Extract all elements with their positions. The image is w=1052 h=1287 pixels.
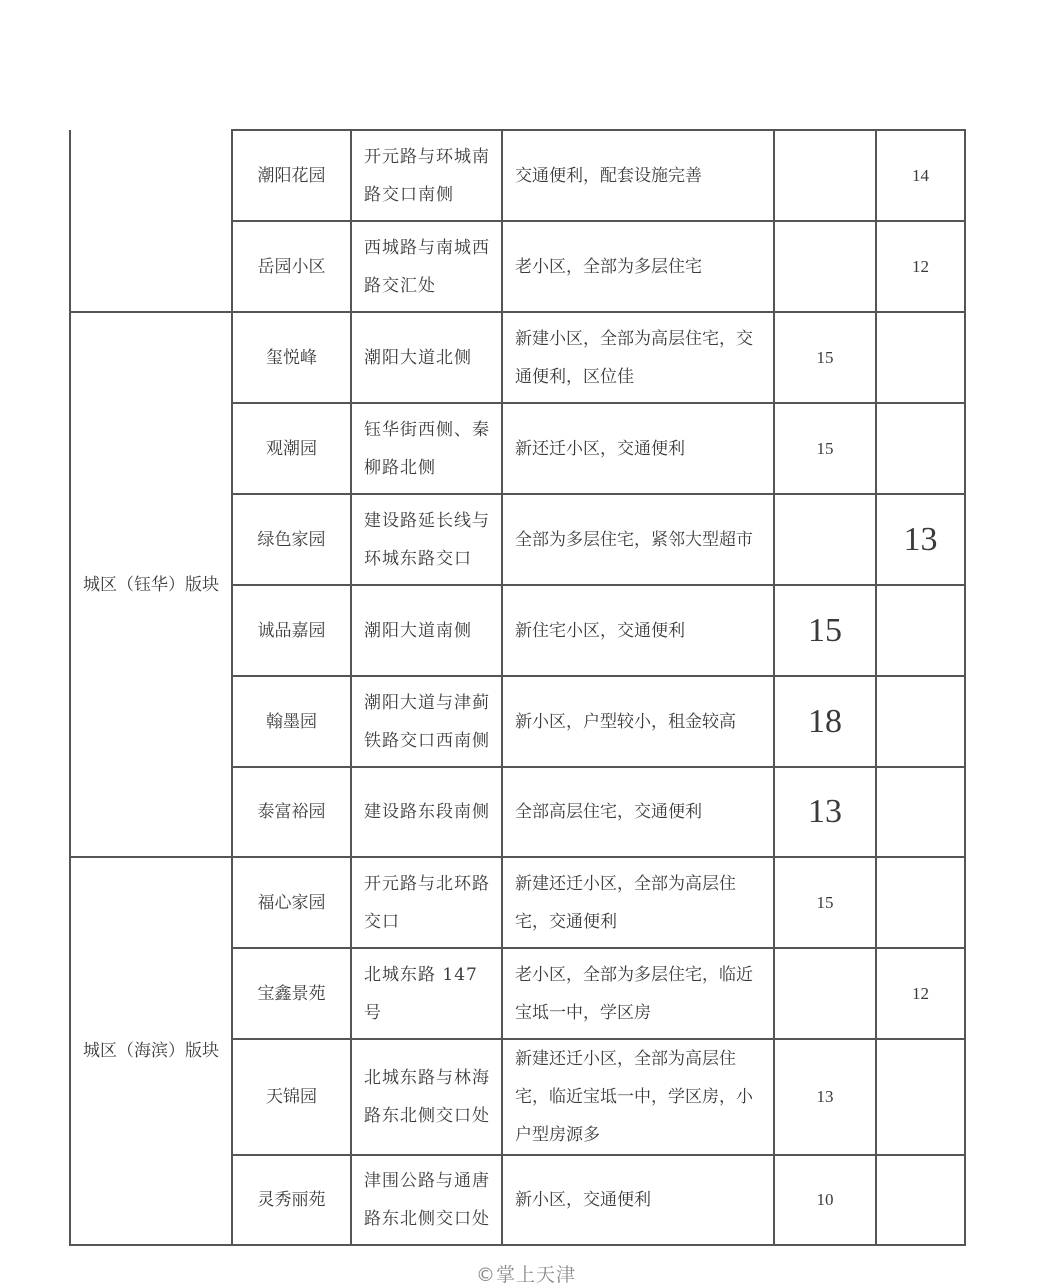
community-location: 开元路与北环路交口 (351, 857, 502, 948)
multi-storey-rent (876, 403, 965, 494)
high-rise-rent: 13 (774, 1039, 876, 1155)
community-location: 西城路与南城西路交汇处 (351, 221, 502, 312)
high-rise-rent: 15 (774, 857, 876, 948)
multi-storey-rent (876, 1039, 965, 1155)
community-description: 全部为多层住宅，紧邻大型超市 (502, 494, 774, 585)
community-name: 潮阳花园 (232, 130, 351, 221)
multi-storey-rent: 12 (876, 221, 965, 312)
community-location: 建设路延长线与环城东路交口 (351, 494, 502, 585)
community-location: 北城东路 147 号 (351, 948, 502, 1039)
multi-storey-rent: 14 (876, 130, 965, 221)
community-location: 钰华街西侧、秦柳路北侧 (351, 403, 502, 494)
community-description: 全部高层住宅，交通便利 (502, 767, 774, 857)
community-location: 潮阳大道南侧 (351, 585, 502, 676)
community-location: 开元路与环城南路交口南侧 (351, 130, 502, 221)
high-rise-rent (774, 130, 876, 221)
high-rise-rent: 15 (774, 585, 876, 676)
rent-table (69, 129, 966, 1246)
community-name: 绿色家园 (232, 494, 351, 585)
high-rise-rent: 15 (774, 312, 876, 403)
multi-storey-rent: 12 (876, 948, 965, 1039)
community-name: 玺悦峰 (232, 312, 351, 403)
community-location: 北城东路与林海路东北侧交口处 (351, 1039, 502, 1155)
community-name: 观潮园 (232, 403, 351, 494)
community-description: 新住宅小区，交通便利 (502, 585, 774, 676)
community-location: 潮阳大道北侧 (351, 312, 502, 403)
multi-storey-rent (876, 676, 965, 767)
community-name: 天锦园 (232, 1039, 351, 1155)
community-description: 交通便利，配套设施完善 (502, 130, 774, 221)
community-description: 新建还迁小区，全部为高层住宅，交通便利 (502, 857, 774, 948)
community-name: 宝鑫景苑 (232, 948, 351, 1039)
table-row (70, 312, 965, 403)
multi-storey-rent (876, 312, 965, 403)
watermark: ©掌上天津 (475, 1264, 576, 1286)
community-name: 岳园小区 (232, 221, 351, 312)
multi-storey-rent (876, 857, 965, 948)
block-cell: 城区（海滨）版块 (70, 857, 232, 1245)
community-name: 福心家园 (232, 857, 351, 948)
community-description: 新建小区，全部为高层住宅，交通便利，区位佳 (502, 312, 774, 403)
high-rise-rent: 10 (774, 1155, 876, 1245)
table-row (70, 130, 965, 221)
high-rise-rent (774, 494, 876, 585)
multi-storey-rent (876, 767, 965, 857)
community-description: 老小区，全部为多层住宅，临近宝坻一中，学区房 (502, 948, 774, 1039)
high-rise-rent: 13 (774, 767, 876, 857)
block-cell (70, 130, 232, 312)
community-name: 泰富裕园 (232, 767, 351, 857)
multi-storey-rent: 13 (876, 494, 965, 585)
high-rise-rent (774, 221, 876, 312)
multi-storey-rent (876, 1155, 965, 1245)
community-description: 新小区，户型较小，租金较高 (502, 676, 774, 767)
community-name: 灵秀丽苑 (232, 1155, 351, 1245)
high-rise-rent: 15 (774, 403, 876, 494)
high-rise-rent (774, 948, 876, 1039)
table-row (70, 857, 965, 948)
community-name: 诚品嘉园 (232, 585, 351, 676)
community-description: 新小区，交通便利 (502, 1155, 774, 1245)
community-location: 津围公路与通唐路东北侧交口处 (351, 1155, 502, 1245)
community-description: 新建还迁小区，全部为高层住宅，临近宝坻一中，学区房，小户型房源多 (502, 1039, 774, 1155)
multi-storey-rent (876, 585, 965, 676)
community-description: 老小区，全部为多层住宅 (502, 221, 774, 312)
community-location: 建设路东段南侧 (351, 767, 502, 857)
community-location: 潮阳大道与津蓟铁路交口西南侧 (351, 676, 502, 767)
high-rise-rent: 18 (774, 676, 876, 767)
community-description: 新还迁小区，交通便利 (502, 403, 774, 494)
community-name: 翰墨园 (232, 676, 351, 767)
block-cell: 城区（钰华）版块 (70, 312, 232, 857)
